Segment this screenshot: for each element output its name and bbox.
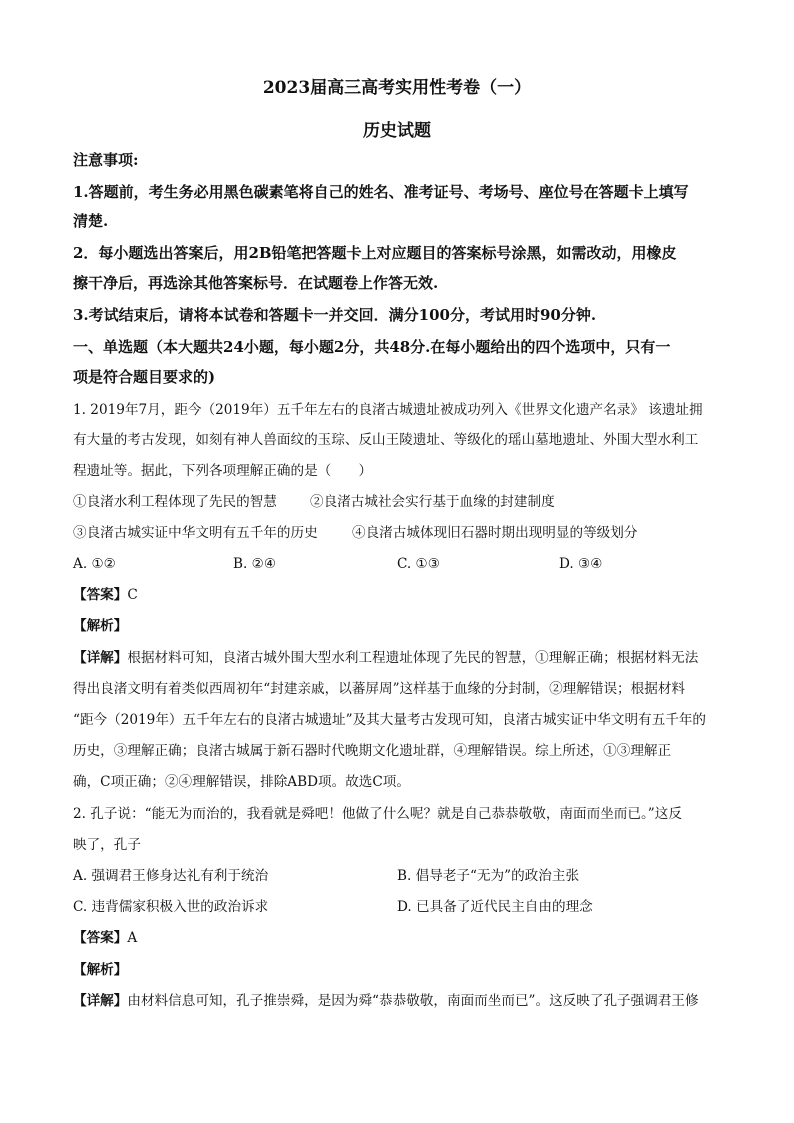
q2-option-d: D. 已具备了近代民主自由的理念	[397, 899, 593, 915]
q2-detail-line-1	[73, 995, 699, 1009]
q1-statement-4: ④良渚古城体现旧石器时期出现明显的等级划分	[352, 525, 638, 541]
q2-answer	[73, 932, 137, 946]
q2-option-b: B. 倡导老子“无为”的政治主张	[397, 868, 580, 884]
q2-analysis-tag: 【解析】	[73, 962, 128, 978]
q2-option-c: C. 违背儒家积极入世的政治诉求	[73, 899, 269, 915]
detail-tag: 【详解】	[73, 650, 128, 666]
detail-text: 根据材料可知，良渚古城外围大型水利工程遗址体现了先民的智慧，①理解正确；根据材料无法	[127, 650, 699, 666]
q1-stem-line-2: 有大量的考古发现，如刻有神人兽面纹的玉琮、反山王陵遗址、等级化的瑶山墓地遗址、外围大型水利工	[73, 432, 699, 448]
q1-statement-3: ③良渚古城实证中华文明有五千年的历史	[73, 525, 318, 541]
q1-detail-line-1	[73, 652, 698, 666]
q1-detail-line-5: 确，C项正确；②④理解错误，排除ABD项。故选C项。	[73, 774, 410, 790]
detail-text: 由材料信息可知，孔子推崇舜，是因为舜“恭恭敬敬，南面而坐而已”。这反映了孔子强调君王修	[127, 993, 699, 1009]
q2-option-a: A. 强调君王修身达礼有利于统治	[73, 868, 269, 884]
q1-detail-line-3: “距今（2019年）五千年左右的良渚古城遗址”及其大量考古发现可知，良渚古城实证中华文明有五千年的	[73, 712, 707, 728]
q1-option-b: B. ②④	[233, 556, 277, 572]
q1-detail-line-4: 历史，③理解正确；良渚古城属于新石器时代晚期文化遗址群，④理解错误。综上所述，①③理解正	[73, 743, 672, 759]
exam-subtitle: 历史试题	[363, 121, 431, 141]
q1-analysis-tag: 【解析】	[73, 618, 128, 634]
answer-value: A	[127, 930, 138, 946]
q2-stem-line-1: 2. 孔子说：“能无为而治的，我看就是舜吧！他做了什么呢？就是自己恭恭敬敬，南面而坐而已。”这反	[73, 806, 682, 822]
q1-stem-line-3: 程遗址等。据此，下列各项理解正确的是（ ）	[73, 463, 373, 479]
notice-line-5: 3.考试结束后，请将本试卷和答题卡一并交回．满分100分，考试用时90分钟.	[73, 306, 597, 324]
detail-tag: 【详解】	[73, 993, 128, 1009]
q1-option-a: A. ①②	[73, 556, 116, 572]
notice-line-4: 擦干净后，再选涂其他答案标号．在试题卷上作答无效.	[73, 274, 439, 292]
q1-option-c: C. ①③	[397, 556, 440, 572]
section-heading-line-2: 项是符合题目要求的)	[73, 368, 216, 386]
notice-heading: 注意事项:	[73, 151, 139, 169]
q1-option-d: D. ③④	[559, 556, 603, 572]
answer-value: C	[127, 587, 138, 603]
q1-stem-line-1: 1. 2019年7月，距今（2019年）五千年左右的良渚古城遗址被成功列入《世界文化遗产名录》 该遗址拥	[73, 402, 703, 418]
q1-detail-line-2: 得出良渚文明有着类似西周初年“封建亲戚，以蕃屏周”这样基于血缘的分封制，②理解错误；根据材料	[73, 681, 686, 697]
answer-tag: 【答案】	[73, 930, 128, 946]
exam-title: 2023届高三高考实用性考卷（一）	[262, 78, 532, 98]
q2-stem-line-2: 映了，孔子	[73, 837, 141, 853]
notice-line-1: 1.答题前，考生务必用黑色碳素笔将自己的姓名、准考证号、考场号、座位号在答题卡上填写	[73, 183, 689, 201]
notice-line-3: 2．每小题选出答案后，用2B铅笔把答题卡上对应题目的答案标号涂黑，如需改动，用橡皮	[73, 244, 677, 262]
q1-statement-1: ①良渚水利工程体现了先民的智慧	[73, 494, 277, 510]
section-heading-line-1: 一、单选题（本大题共24小题，每小题2分，共48分.在每小题给出的四个选项中，只有一	[73, 338, 671, 356]
answer-tag: 【答案】	[73, 587, 128, 603]
q1-answer	[73, 589, 138, 603]
notice-line-2: 清楚.	[73, 212, 109, 230]
q1-statement-2: ②良渚古城社会实行基于血缘的封建制度	[310, 494, 555, 510]
